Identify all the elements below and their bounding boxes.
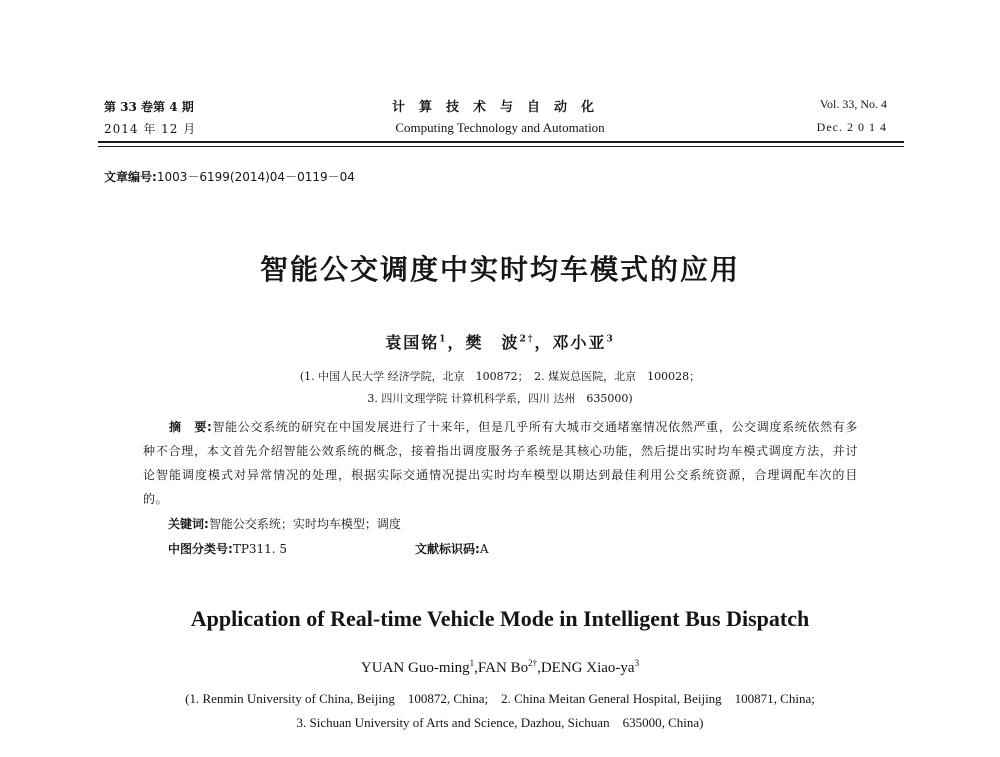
author-2-cn-sup: 2† [519,334,535,345]
affiliation-en-line2: 3. Sichuan University of Arts and Science, Dazhou, Sichuan 635000, China) [296,715,704,730]
keywords [168,515,401,532]
classification-value: TP311. 5 [232,542,288,556]
journal-volume-issue: 第 33 卷第 4 期 [104,100,194,114]
authors-cn [0,330,1000,353]
journal-date-cn: 2014 年 12 月 [104,122,197,136]
abstract [143,415,858,511]
author-1-en-sup: 1 [469,658,475,668]
document-code [415,540,488,557]
affiliation-cn-line1: (1. 中国人民大学 经济学院，北京 100872； 2. 煤炭总医院，北京 100028； [299,370,701,383]
keywords-label: 关键词: [168,517,209,531]
author-1-cn-sup: 1 [439,334,448,345]
classification-number [168,540,287,557]
article-number [104,168,355,185]
document-code-value: A [479,542,489,556]
journal-date-en: Dec. 2 0 1 4 [816,120,887,134]
paper-title-cn: 智能公交调度中实时均车模式的应用 [259,253,740,286]
author-sep-2-cn: ， [534,333,553,352]
affiliation-cn-line2: 3. 四川文理学院 计算机科学系，四川 达州 635000) [367,392,633,405]
classification-label: 中图分类号: [168,542,233,556]
article-number-label: 文章编号: [104,170,157,184]
authors-en [0,660,1000,677]
author-2-cn: 樊 波 [465,333,520,352]
author-2-en: FAN Bo [477,660,529,676]
affiliation-en-line1: (1. Renmin University of China, Beijing 100872, China; 2. China Meitan General Hospital, Beijing 100871, China; [185,691,815,706]
header-rule-thin [98,146,904,147]
author-3-cn: 邓小亚 [552,333,607,352]
keywords-text: 智能公交系统；实时均车模型；调度 [208,517,401,531]
journal-title-cn: 计算技术与自动化 [391,100,608,115]
author-3-en: DENG Xiao-ya [540,660,635,676]
author-1-en: YUAN Guo-ming [360,660,470,676]
author-sep-1-cn: ， [447,333,466,352]
author-3-cn-sup: 3 [606,334,615,345]
header-rule-thick [98,141,904,143]
author-sep-1-en: , [474,660,478,676]
paper-title-en: Application of Real-time Vehicle Mode in Intelligent Bus Dispatch [190,606,810,631]
author-3-en-sup: 3 [634,658,640,668]
journal-volume-en: Vol. 33, No. 4 [819,97,887,111]
article-number-value: 1003－6199(2014)04－0119－04 [156,170,355,184]
author-1-cn: 袁国铭 [385,333,440,352]
abstract-text: 智能公交系统的研究在中国发展进行了十来年，但是几乎所有大城市交通堵塞情况依然严重，公交调度系统依然有多种不合理，本文首先介绍智能公效系统的概念，接着指出调度服务子系统是其核心功能，然后提出实时均车模式调度方法，并讨论智能调度模式对异常情况的处理，根据实际交通情况提出实时均车模型以期达到最佳利用公交系统资源，合理调配车次的目的。 [143,420,859,506]
journal-title-en: Computing Technology and Automation [395,120,605,135]
abstract-label: 摘 要: [169,420,213,434]
author-2-en-sup: 2† [528,658,538,668]
document-code-label: 文献标识码: [415,542,480,556]
author-sep-2-en: , [537,660,541,676]
